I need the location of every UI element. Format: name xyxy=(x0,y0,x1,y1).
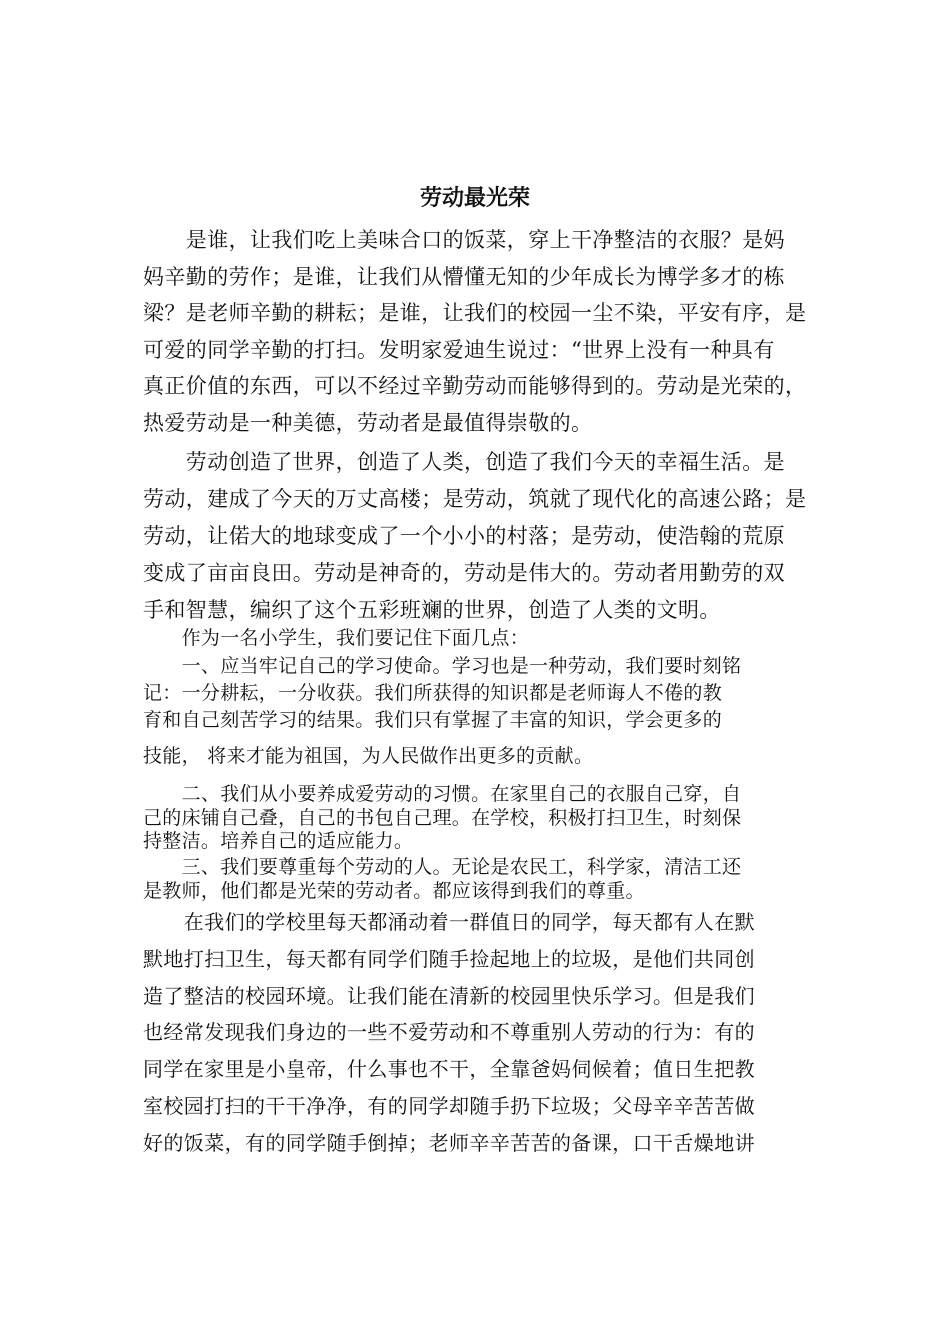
document-title: 劳动最光荣 xyxy=(419,186,530,211)
text-line: 己的床铺自己叠，自己的书包自己理。在学校，积极打扫卫生，时刻保 xyxy=(143,806,742,829)
text-line: 默地打扫卫生，每天都有同学们随手捡起地上的垃圾，是他们共同创 xyxy=(143,946,755,971)
text-line: 梁？是老师辛勤的耕耘；是谁，让我们的校园一尘不染，平安有序，是 xyxy=(143,301,807,325)
text-line: 持整洁。培养自己的适应能力。 xyxy=(143,830,414,852)
text-line: 劳动创造了世界，创造了人类，创造了我们今天的幸福生活。是 xyxy=(143,450,785,474)
paragraph-point-three xyxy=(143,856,811,903)
text-line: 可爱的同学辛勤的打扫。发明家爱迪生说过：“世界上没有一种具有 xyxy=(143,337,775,362)
text-line: 三、我们要尊重每个劳动的人。无论是农民工，科学家，清洁工还 xyxy=(143,856,742,878)
text-line: 二、我们从小要养成爱劳动的习惯。在家里自己的衣服自己穿，自 xyxy=(143,783,742,805)
paragraph-point-two xyxy=(143,783,811,854)
text-line: 一、应当牢记自己的学习使命。学习也是一种劳动，我们要时刻铭 xyxy=(143,655,742,677)
text-line: 同学在家里是小皇帝，什么事也不干，全靠爸妈伺候着；值日生把教 xyxy=(143,1057,755,1082)
text-line: 劳动，让偌大的地球变成了一个小小的村落；是劳动，使浩翰的荒原 xyxy=(143,524,785,548)
text-line: 在我们的学校里每天都涌动着一群值日的同学，每天都有人在默 xyxy=(143,910,755,934)
text-line: 热爱劳动是一种美德，劳动者是最值得崇敬的。 xyxy=(143,410,593,435)
text-line: 好的饭菜，有的同学随手倒掉；老师辛辛苦苦的备课，口干舌燥地讲 xyxy=(143,1130,755,1155)
text-line: 变成了亩亩良田。劳动是神奇的，劳动是伟大的。劳动者用勤劳的双 xyxy=(143,561,785,585)
paragraph-point-one xyxy=(143,653,811,770)
paragraph-school-duty xyxy=(143,904,811,1162)
paragraph-intro-points xyxy=(143,627,811,649)
paragraph-labor-creates-world xyxy=(143,444,811,629)
text-line: 记：一分耕耘，一分收获。我们所获得的知识都是老师诲人不倦的教 xyxy=(143,682,723,704)
text-line: 劳动，建成了今天的万丈高楼；是劳动，筑就了现代化的高速公路；是 xyxy=(143,487,807,511)
text-line: 妈辛勤的劳作；是谁，让我们从懵懂无知的少年成长为博学多才的栋 xyxy=(143,264,785,289)
paragraph-who-works xyxy=(143,222,811,441)
text-line: 是谁，让我们吃上美味合口的饭菜，穿上干净整洁的衣服？是妈 xyxy=(143,228,785,252)
text-line: 手和智慧，编织了这个五彩班斓的世界，创造了人类的文明。 xyxy=(143,598,721,622)
text-line: 造了整洁的校园环境。让我们能在清新的校园里快乐学习。但是我们 xyxy=(143,983,755,1008)
text-line: 也经常发现我们身边的一些不爱劳动和不尊重别人劳动的行为：有的 xyxy=(143,1020,755,1045)
text-line: 室校园打扫的干干净净，有的同学却随手扔下垃圾；父母辛辛苦苦做 xyxy=(143,1093,755,1118)
text-line: 育和自己刻苦学习的结果。我们只有掌握了丰富的知识，学会更多的 xyxy=(143,709,723,731)
text-line: 作为一名小学生，我们要记住下面几点： xyxy=(143,627,530,649)
text-line: 是教师，他们都是光荣的劳动者。都应该得到我们的尊重。 xyxy=(143,879,645,902)
text-line: 真正价值的东西，可以不经过辛勤劳动而能够得到的。劳动是光荣的， xyxy=(143,374,807,398)
text-line: 技能， 将来才能为祖国，为人民做作出更多的贡献。 xyxy=(143,745,594,767)
